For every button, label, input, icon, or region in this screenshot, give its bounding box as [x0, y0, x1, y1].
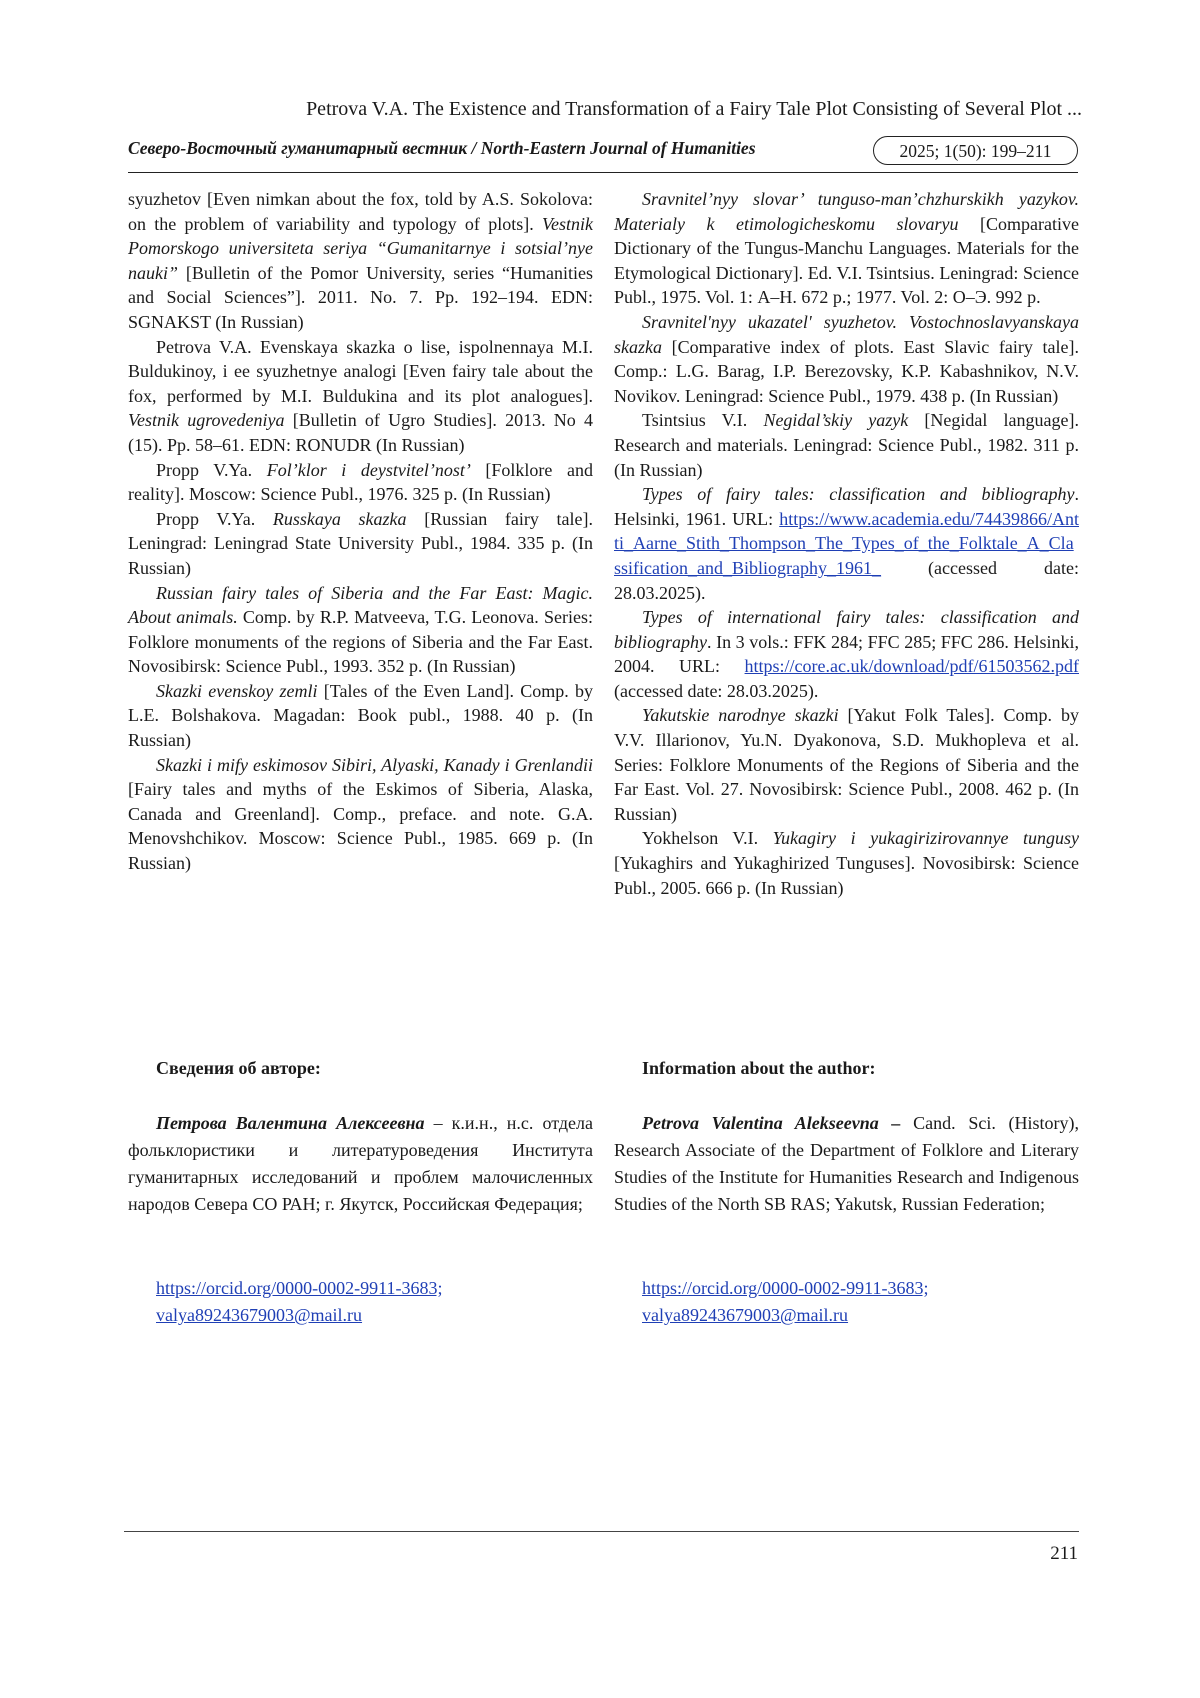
author-contacts-en: [642, 1275, 928, 1329]
email-link[interactable]: valya89243679003@mail.ru: [642, 1305, 849, 1325]
reference-item: Propp V.Ya. Fol’klor i deystvitel’nost’ [Folklore and reality]. Moscow: Science Publ., 1976. 325 p. (In Russian): [128, 459, 593, 505]
reference-item: Sravnitel'nyy ukazatel' syuzhetov. Vostochnoslavyanskaya skazka [Comparative index of plots. East Slavic fairy tale]. Comp.: L.G. Barag, I.P. Berezovsky, K.P. Kabashnikov, N.V. Novikov. Leningrad: Science Publ., 1979. 438 p. (In Russian): [614, 311, 1079, 406]
reference-item: Russian fairy tales of Siberia and the Far East: Magic. About animals. Comp. by R.P. Matveeva, T.G. Leonova. Series: Folklore monuments of the regions of Siberia and the Far East. Novosibirsk: Science Publ., 1993. 352 p. (In Russian): [128, 582, 593, 677]
reference-item: Yakutskie narodnye skazki [Yakut Folk Tales]. Comp. by V.V. Illarionov, Yu.N. Dyakonova, S.D. Mukhopleva et al. Series: Folklore Monuments of the Regions of Siberia and the Far East. Vol. 27. Novosibirsk: Science Publ., 2008. 462 p. (In Russian): [614, 705, 1080, 824]
reference-item: Petrova V.A. Evenskaya skazka o lise, ispolnennaya M.I. Buldukinoy, i ee syuzhetnye analogi [Even fairy tale about the fox, performed by M.I. Buldukina and its plot analogues]. Vestnik ugrovedeniya [Bulletin of Ugro Studies]. 2013. No 4 (15). Pp. 58–61. EDN: RONUDR (In Russian): [128, 336, 593, 455]
reference-item: Types of international fairy tales: classification and bibliography. In 3 vols.: FFK 284; FFC 285; FFC 286. Helsinki, 2004. URL: https://core.ac.uk/download/pdf/61503562.pdf (accessed date: 28.03.2025).: [614, 607, 1079, 701]
reference-url-link[interactable]: https://www.academia.edu/74439866/Antti_Aarne_Stith_Thompson_The_Types_of_the_Folktale_A_Classification_and_Bibliography_1961_: [614, 508, 1079, 578]
reference-item: Propp V.Ya. Russkaya skazka [Russian fairy tale]. Leningrad: Leningrad State University Publ., 1984. 335 p. (In Russian): [128, 508, 594, 578]
references-right-column: [614, 187, 1079, 900]
reference-item: Skazki evenskoy zemli [Tales of the Even Land]. Comp. by L.E. Bolshakova. Magadan: Book publ., 1988. 40 p. (In Russian): [128, 680, 593, 751]
reference-item: Tsintsius V.I. Negidal’skiy yazyk [Negidal language]. Research and materials. Leningrad: Science Publ., 1982. 311 p. (In Russian): [614, 410, 1079, 480]
author-contacts-ru: [156, 1275, 442, 1329]
reference-url-link[interactable]: https://core.ac.uk/download/pdf/61503562.pdf: [744, 656, 1079, 677]
journal-header: [128, 138, 1078, 172]
journal-name: Северо-Восточный гуманитарный вестник / North-Eastern Journal of Humanities: [128, 138, 756, 158]
author-bio-ru: Петрова Валентина Алексеевна – к.и.н., н.с. отдела фольклористики и литературоведения Института гуманитарных исследований и проблем малочисленных народов Севера СО РАН; г. Якутск, Российская Федерация;: [128, 1113, 593, 1214]
reference-item: Yokhelson V.I. Yukagiry i yukagirizirovannye tungusy [Yukaghirs and Yukaghirized Tunguses]. Novosibirsk: Science Publ., 2005. 666 p. (In Russian): [614, 828, 1079, 898]
reference-item: Skazki i mify eskimosov Sibiri, Alyaski, Kanady i Grenlandii [Fairy tales and myths of the Eskimos of Siberia, Alaska, Canada and Greenland]. Comp., preface. and note. G.A. Menovshchikov. Moscow: Science Publ., 1985. 669 p. (In Russian): [128, 754, 593, 874]
author-heading-en: Information about the author:: [642, 1058, 876, 1078]
reference-item: syuzhetov [Even nimkan about the fox, told by A.S. Sokolova: on the problem of variability and typology of plots]. Vestnik Pomorskogo universiteta seriya “Gumanitarnye i sotsial’nye nauki” [Bulletin of the Pomor University, series “Humanities and Social Sciences”]. 2011. No. 7. Pp. 192–194. EDN: SGNAKST (In Russian): [128, 189, 593, 332]
footer-rule: [124, 1531, 1079, 1532]
header-rule: [128, 172, 1078, 173]
running-title: Petrova V.A. The Existence and Transformation of a Fairy Tale Plot Consisting of Several Plot ...: [306, 98, 1082, 120]
issue-badge: 2025; 1(50): 199–211: [873, 136, 1078, 165]
author-heading-ru: Сведения об авторе:: [156, 1058, 321, 1078]
orcid-link[interactable]: https://orcid.org/0000-0002-9911-3683;: [642, 1278, 929, 1298]
reference-item: Types of fairy tales: classification and bibliography. Helsinki, 1961. URL: https://www.academia.edu/74439866/Antti_Aarne_Stith_Thompson_The_Types_of_the_Folktale_A_Classification_and_Bibliography_1961_ (accessed date: 28.03.2025).: [614, 484, 1079, 603]
author-bio-en: Petrova Valentina Alekseevna – Cand. Sci. (History), Research Associate of the Department of Folklore and Literary Studies of the Institute for Humanities Research and Indigenous Studies of the North SB RAS; Yakutsk, Russian Federation;: [614, 1113, 1080, 1214]
email-link[interactable]: valya89243679003@mail.ru: [156, 1305, 363, 1325]
reference-item: Sravnitel’nyy slovar’ tunguso-man’chzhurskikh yazykov. Materialy k etimologicheskomu slovaryu [Comparative Dictionary of the Tungus-Manchu Languages. Materials for the Etymological Dictionary]. Ed. V.I. Tsintsius. Leningrad: Science Publ., 1975. Vol. 1: А–Н. 672 p.; 1977. Vol. 2: О–Э. 992 p.: [614, 189, 1079, 308]
references-left-column: [128, 187, 593, 876]
orcid-link[interactable]: https://orcid.org/0000-0002-9911-3683;: [156, 1278, 443, 1298]
page-number: 211: [1050, 1543, 1078, 1564]
